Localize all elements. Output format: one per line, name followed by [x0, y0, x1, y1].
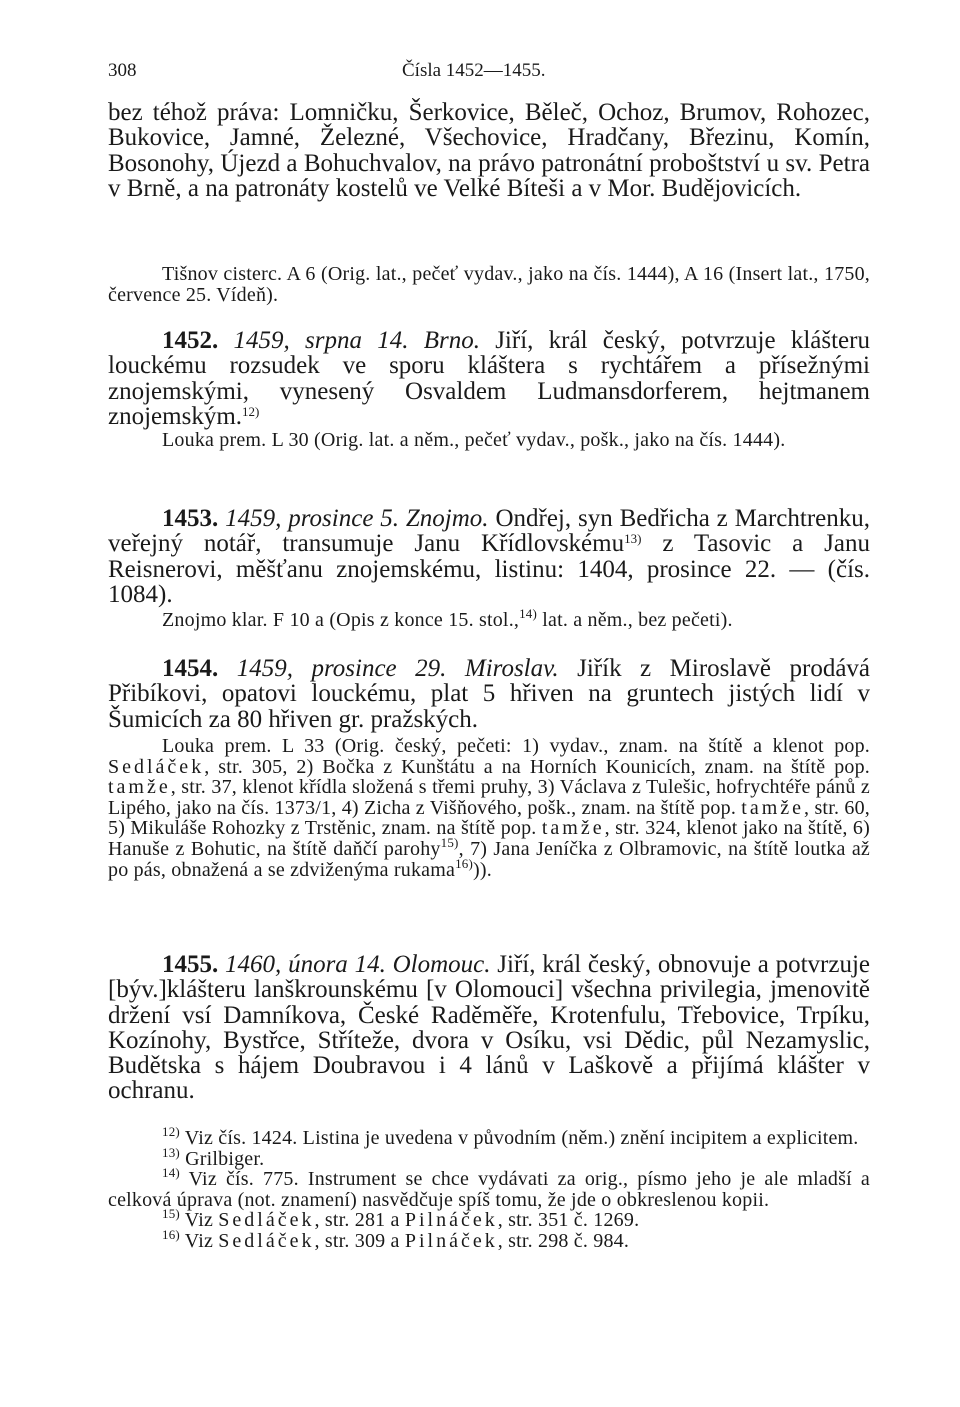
author-name: Sedláček	[108, 755, 205, 778]
entry-body: Jiří, král český, obnovuje a potvrzuje [býv.]klášteru lanškrounskému [v Olomouci] všechna privilegia, jmenovitě držení vsí Damníkova, České Raděměře, Krotenfulu, Třebovice, Trpíku, Kozínohy, Bystřce, Stříteže, dvora v Osíku, vsi Dědic, půl Nezamyslic, Budětska s hájem Doubravou i 4 lánů v Laškově a přijímá klášter v ochranu.	[108, 951, 870, 1105]
footnote-text: Grilbiger.	[179, 1147, 265, 1170]
author-name: Pilnáček	[404, 1209, 498, 1232]
entry-number: 1455.	[162, 951, 219, 978]
source-part: Louka prem. L 33 (Orig. český, pečeti: 1) vydav., znam. na štítě a klenot pop.	[162, 735, 870, 757]
source-part: , str. 60, 5) Mikuláše Rohozky z Trstěnic, znam. na štítě pop.	[108, 796, 870, 840]
entry-date: 1459, srpna 14. Brno.	[233, 327, 480, 354]
entry-source	[108, 606, 870, 631]
footnote-text: , str. 351 č. 1269.	[497, 1209, 640, 1232]
intro-block	[108, 100, 870, 201]
entry-text	[108, 328, 870, 429]
entry-text	[108, 656, 870, 732]
entry-source: Louka prem. L 30 (Orig. lat. a něm., pečeť vydav., pošk., jako na čís. 1444).	[162, 429, 786, 451]
footnote-ref: 13)	[624, 531, 642, 547]
reference-word: tamže	[541, 817, 605, 840]
footnote-15	[108, 1206, 870, 1232]
entry-1453	[108, 506, 870, 607]
intro-source-block	[108, 264, 870, 305]
entry-text	[108, 506, 870, 607]
footnote-text: Viz čís. 775. Instrument se chce vydávati za orig., písmo jeho je ale mladší a celková úprava (not. znamení) nasvědčuje spíš tomu, že jde o obkreslenou kopii.	[108, 1168, 870, 1211]
source-part: , str. 324, klenot jako na štítě, 6) Hanuše z Bohutic, na štítě daňčí parohy	[108, 817, 870, 860]
entry-body: Jiří, král český, potvrzuje klášteru louckému rozsudek ve sporu kláštera s rychtářem a přísežnými znojemskými, vynesený Osvaldem Ludmansdorferem, hejtmanem znojemským.	[108, 327, 870, 430]
source-part: lat. a něm., bez pečeti).	[537, 609, 733, 631]
footnote-text: , str. 309 a	[314, 1229, 405, 1252]
footnote-16	[108, 1226, 870, 1252]
entry-body-cont: z Tasovic a Janu Reisnerovi, měšťanu znojemskému, listinu: 1404, prosince 22. — (čís. 1084).	[108, 530, 870, 608]
author-name: Sedláček	[218, 1209, 315, 1232]
footnote-14	[108, 1165, 870, 1211]
entry-1454-source-block	[108, 736, 870, 880]
footnote-text: Viz čís. 1424. Listina je uvedena v původním (něm.) znění incipitem a explicitem.	[179, 1127, 859, 1149]
footnote-text: Viz	[179, 1229, 219, 1252]
footnote-mark: 16)	[162, 1226, 180, 1242]
footnote-ref: 16)	[455, 855, 474, 871]
footnote-ref: 12)	[242, 403, 260, 419]
entry-body: Ondřej, syn Bedřicha z Marchtrenku, veřejný notář, transumuje Janu Křídlovskému	[108, 505, 871, 558]
footnote-ref: 14)	[519, 606, 538, 621]
entry-number: 1454.	[162, 655, 219, 682]
footnote-text: , str. 281 a	[314, 1209, 405, 1232]
reference-word: tamže	[741, 796, 805, 819]
entry-text	[108, 952, 870, 1104]
entry-number: 1453.	[162, 505, 219, 532]
entry-1455	[108, 952, 870, 1104]
entry-date: 1459, prosince 29. Miroslav.	[236, 655, 559, 682]
entry-source	[108, 736, 870, 880]
entry-date: 1459, prosince 5. Znojmo.	[225, 505, 489, 532]
entry-body: Jiřík z Miroslavě prodává Přibíkovi, opatovi louckému, plat 5 hřiven na gruntech jistých lidí v Šumicích za 80 hřiven gr. pražských.	[108, 655, 871, 733]
footnotes	[108, 1124, 870, 1252]
entry-number: 1452.	[162, 327, 219, 354]
footnote-mark: 13)	[162, 1144, 180, 1160]
entry-date: 1460, února 14. Olomouc.	[225, 951, 491, 978]
source-part: , str. 305, 2) Bočka z Kunštátu a na Horních Kounicích, znam. na štítě pop.	[204, 755, 870, 778]
intro-source: Tišnov cisterc. A 6 (Orig. lat., pečeť vydav., jako na čís. 1444), A 16 (Insert lat., 1750, července 25. Vídeň).	[108, 263, 870, 306]
footnote-13	[108, 1144, 870, 1170]
footnote-text: Viz	[179, 1209, 219, 1232]
entry-1452	[108, 328, 870, 429]
running-title: Čísla 1452—1455.	[402, 60, 546, 81]
source-part: )).	[473, 858, 492, 881]
footnote-mark: 12)	[162, 1124, 180, 1139]
source-part: , 7) Jana Jeníčka z Olbramovic, na štítě loutka až po pás, obnažená a se zdviženýma rukama	[108, 837, 870, 881]
source-part: Znojmo klar. F 10 a (Opis z konce 15. stol.,	[162, 609, 520, 631]
entry-1453-source-block	[108, 606, 870, 631]
footnote-text: , str. 298 č. 984.	[497, 1229, 630, 1252]
intro-text: bez téhož práva: Lomničku, Šerkovice, Běleč, Ochoz, Brumov, Rohozec, Bukovice, Jamné, Železné, Všechovice, Hradčany, Březinu, Komín, Bosonohy, Újezd a Bohuchvalov, na právo patronátní proboštství u sv. Petra v Brně, a na patronáty kostelů ve Velké Bíteši a v Mor. Budějovicích.	[108, 99, 870, 202]
author-name: Sedláček	[218, 1229, 315, 1252]
footnote-ref: 15)	[440, 834, 459, 850]
page-number: 308	[108, 60, 137, 81]
source-part: , str. 37, klenot křídla složená s třemi pruhy, 3) Václava z Tulešic, hofrychtéře pánů z Lipého, jako na čís. 1373/1, 4) Zicha z Višňového, pošk., znam. na štítě pop.	[108, 776, 870, 819]
author-name: Pilnáček	[404, 1229, 498, 1252]
entry-1452-source-block	[108, 430, 870, 451]
reference-word: tamže	[108, 776, 171, 799]
footnote-mark: 15)	[162, 1206, 180, 1222]
footnote-mark: 14)	[162, 1165, 180, 1181]
footnote-12	[108, 1124, 870, 1149]
entry-1454	[108, 656, 870, 732]
